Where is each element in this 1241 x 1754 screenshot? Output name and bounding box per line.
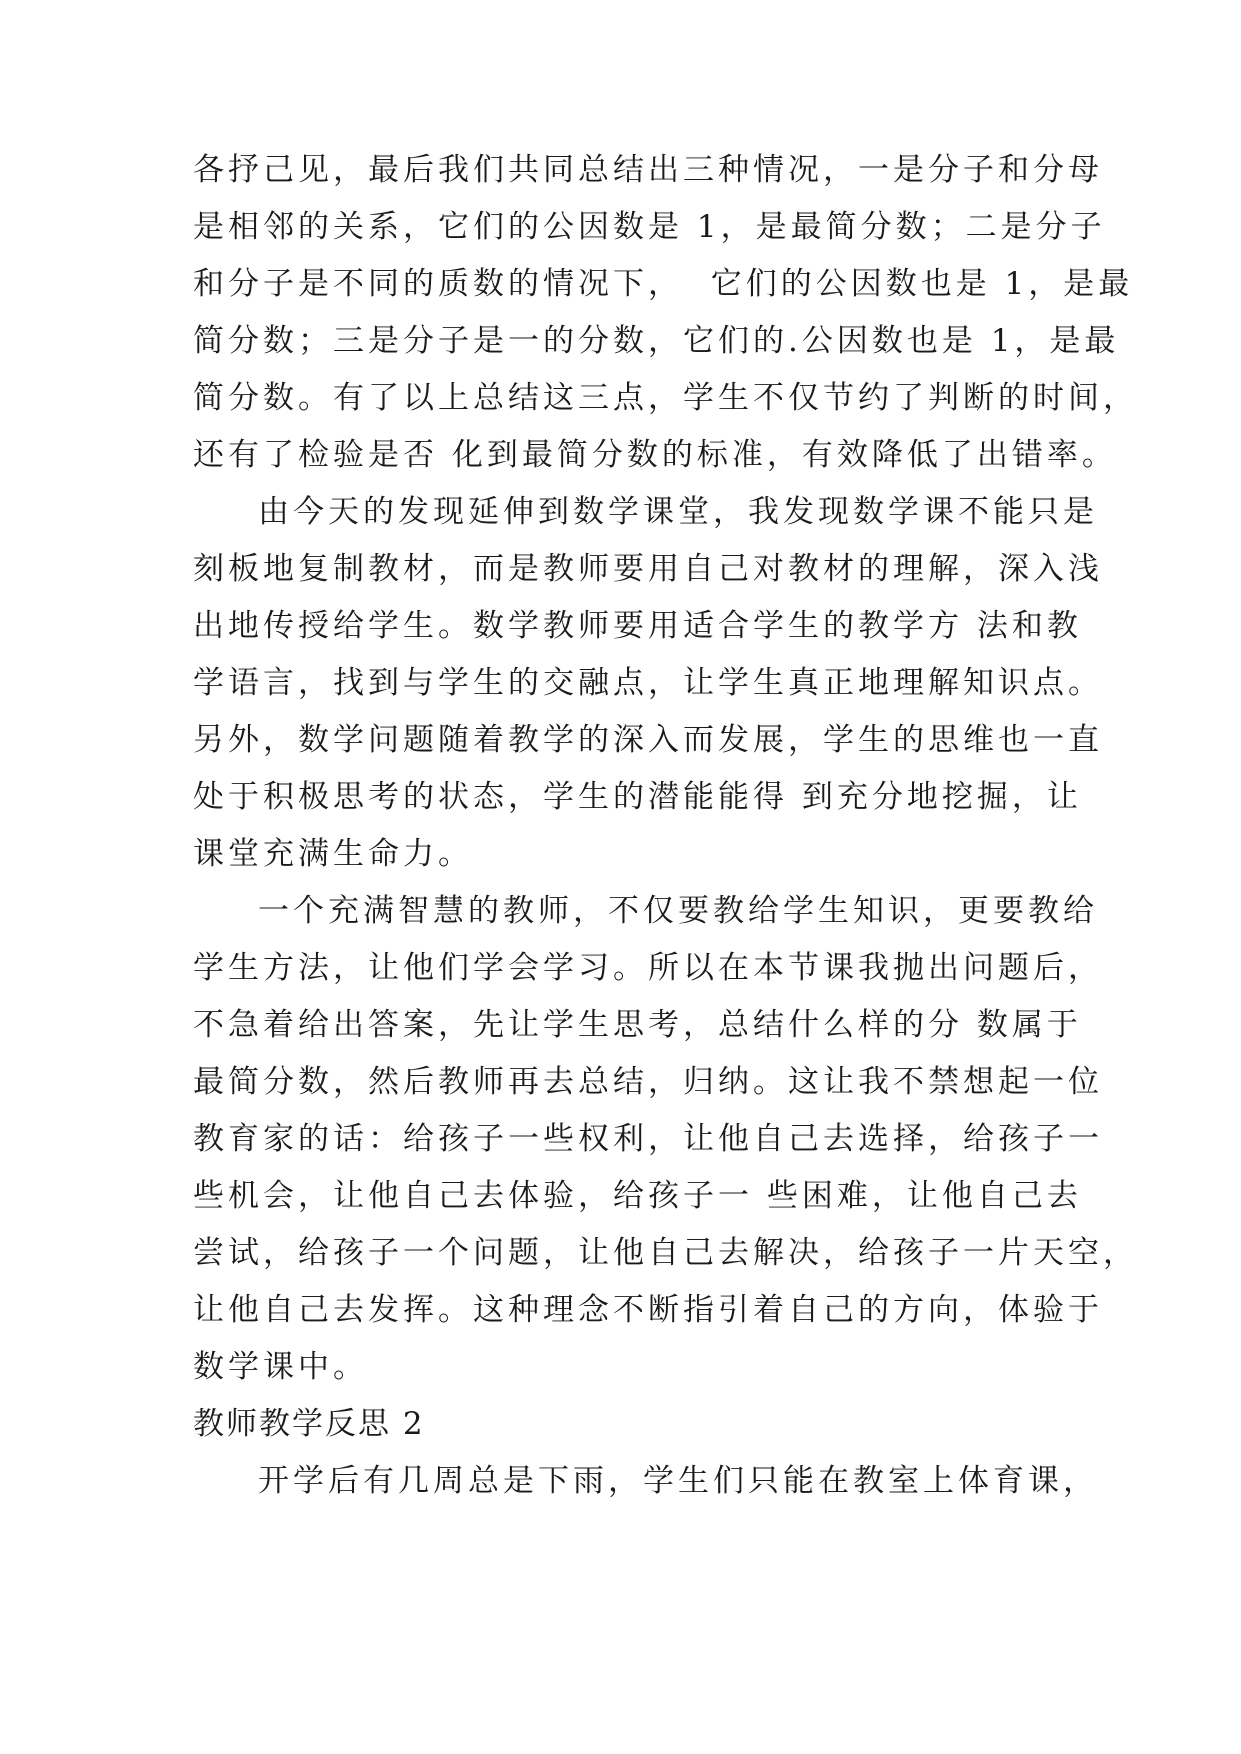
text-line: 简分数。有了以上总结这三点，学生不仅节约了判断的时间， xyxy=(193,380,1138,416)
text-line: 让他自己去发挥。这种理念不断指引着自己的方向，体验于 xyxy=(193,1292,1103,1328)
text-line: 简分数；三是分子是一的分数，它们的.公因数也是 1，是最 xyxy=(193,323,1120,359)
text-line: 由今天的发现延伸到数学课堂，我发现数学课不能只是 xyxy=(258,494,1098,530)
text-line: 些机会，让他自己去体验，给孩子一 些困难，让他自己去 xyxy=(193,1178,1082,1214)
text-line: 尝试，给孩子一个问题，让他自己去解决，给孩子一片天空， xyxy=(193,1235,1138,1271)
text-line: 是相邻的关系，它们的公因数是 1，是最简分数；二是分子 xyxy=(193,209,1106,245)
text-line: 一个充满智慧的教师，不仅要教给学生知识，更要教给 xyxy=(258,893,1098,929)
text-line: 刻板地复制教材，而是教师要用自己对教材的理解，深入浅 xyxy=(193,551,1103,587)
text-line: 最简分数，然后教师再去总结，归纳。这让我不禁想起一位 xyxy=(193,1064,1103,1100)
text-line: 不急着给出答案，先让学生思考，总结什么样的分 数属于 xyxy=(193,1007,1082,1043)
text-line: 各抒己见，最后我们共同总结出三种情况，一是分子和分母 xyxy=(193,152,1103,188)
text-line: 学语言，找到与学生的交融点，让学生真正地理解知识点。 xyxy=(193,665,1103,701)
text-line: 数学课中。 xyxy=(193,1349,368,1385)
text-line: 出地传授给学生。数学教师要用适合学生的教学方 法和教 xyxy=(193,608,1082,644)
text-line: 处于积极思考的状态，学生的潜能能得 到充分地挖掘，让 xyxy=(193,779,1082,815)
text-line: 另外，数学问题随着教学的深入而发展，学生的思维也一直 xyxy=(193,722,1103,758)
text-line: 还有了检验是否 化到最简分数的标准，有效降低了出错率。 xyxy=(193,437,1117,473)
text-line: 学生方法，让他们学会学习。所以在本节课我抛出问题后， xyxy=(193,950,1103,986)
text-line: 课堂充满生命力。 xyxy=(193,836,473,872)
text-line: 和分子是不同的质数的情况下， 它们的公因数也是 1，是最 xyxy=(193,266,1134,302)
text-line: 教育家的话：给孩子一些权利，让他自己去选择，给孩子一 xyxy=(193,1121,1103,1157)
section-heading: 教师教学反思 2 xyxy=(193,1406,425,1442)
text-line: 开学后有几周总是下雨，学生们只能在教室上体育课， xyxy=(258,1463,1098,1499)
